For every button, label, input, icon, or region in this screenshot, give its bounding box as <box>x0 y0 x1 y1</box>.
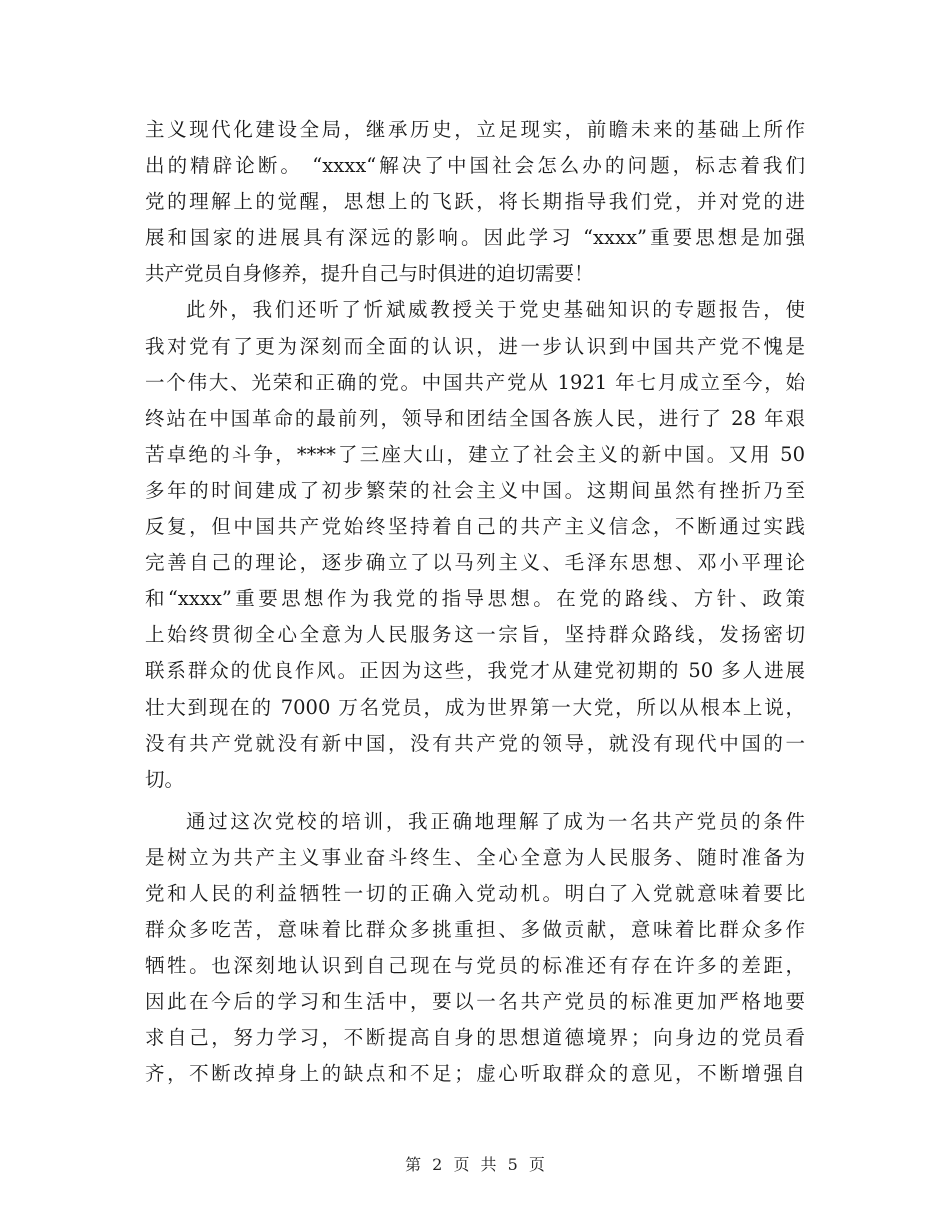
text-line: 一个伟大、光荣和正确的党。中国共产党从 1921 年七月成立至今，始 <box>145 370 805 394</box>
text-line: 牺牲。也深刻地认识到自己现在与党员的标准还有存在许多的差距， <box>145 954 805 978</box>
text-line: 我对党有了更为深刻而全面的认识，进一步认识到中国共产党不愧是 <box>145 334 805 358</box>
text-line: 终站在中国革命的最前列，领导和团结全国各族人民，进行了 28 年艰 <box>145 406 805 430</box>
text-line: 上始终贯彻全心全意为人民服务这一宗旨，坚持群众路线，发扬密切 <box>145 623 805 647</box>
text-line: 求自己，努力学习，不断提高自身的思想道德境界；向身边的党员看 <box>145 1026 805 1050</box>
text-line: 通过这次党校的培训，我正确地理解了成为一名共产党员的条件 <box>186 809 805 833</box>
text-line: 党的理解上的觉醒，思想上的飞跃，将长期指导我们党，并对党的进 <box>145 190 805 214</box>
text-line: 反复，但中国共产党始终坚持着自己的共产主义信念，不断通过实践 <box>145 515 805 539</box>
text-line: 完善自己的理论，逐步确立了以马列主义、毛泽东思想、邓小平理论 <box>145 551 805 575</box>
text-line: 苦卓绝的斗争，****了三座大山，建立了社会主义的新中国。又用 50 <box>145 442 805 466</box>
text-line: 联系群众的优良作风。正因为这些，我党才从建党初期的 50 多人进展 <box>145 659 805 683</box>
text-line: 是树立为共产主义事业奋斗终生、全心全意为人民服务、随时准备为 <box>145 845 805 869</box>
text-line: 主义现代化建设全局，继承历史，立足现实，前瞻未来的基础上所作 <box>145 118 805 141</box>
text-line: 切。 <box>145 767 185 791</box>
text-line: 多年的时间建成了初步繁荣的社会主义中国。这期间虽然有挫折乃至 <box>145 478 805 502</box>
paragraph-1 <box>145 112 805 292</box>
text-line: 出的精辟论断。 “xxxx“解决了中国社会怎么办的问题，标志着我们 <box>145 154 805 178</box>
text-line: 党和人民的利益牺牲一切的正确入党动机。明白了入党就意味着要比 <box>145 881 805 905</box>
document-body <box>145 112 805 1093</box>
text-line: 没有共产党就没有新中国，没有共产党的领导，就没有现代中国的一 <box>145 731 805 755</box>
text-line: 此外，我们还听了忻斌威教授关于党史基础知识的专题报告，使 <box>186 298 805 322</box>
paragraph-3 <box>145 804 805 1093</box>
text-line: 展和国家的进展具有深远的影响。因此学习 “xxxx”重要思想是加强 <box>145 226 805 250</box>
page-number: 第 2 页 共 5 页 <box>405 1155 545 1174</box>
text-line: 和“xxxx”重要思想作为我党的指导思想。在党的路线、方针、政策 <box>145 587 805 611</box>
text-line: 因此在今后的学习和生活中，要以一名共产党员的标准更加严格地要 <box>145 990 805 1014</box>
text-line: 齐，不断改掉身上的缺点和不足；虚心听取群众的意见，不断增强自 <box>145 1062 805 1086</box>
text-line: 共产党员自身修养，提升自己与时俱进的迫切需要！ <box>145 262 594 286</box>
text-line: 群众多吃苦，意味着比群众多挑重担、多做贡献，意味着比群众多作 <box>145 918 805 942</box>
paragraph-2 <box>145 292 805 797</box>
text-line: 壮大到现在的 7000 万名党员，成为世界第一大党，所以从根本上说， <box>145 695 805 719</box>
